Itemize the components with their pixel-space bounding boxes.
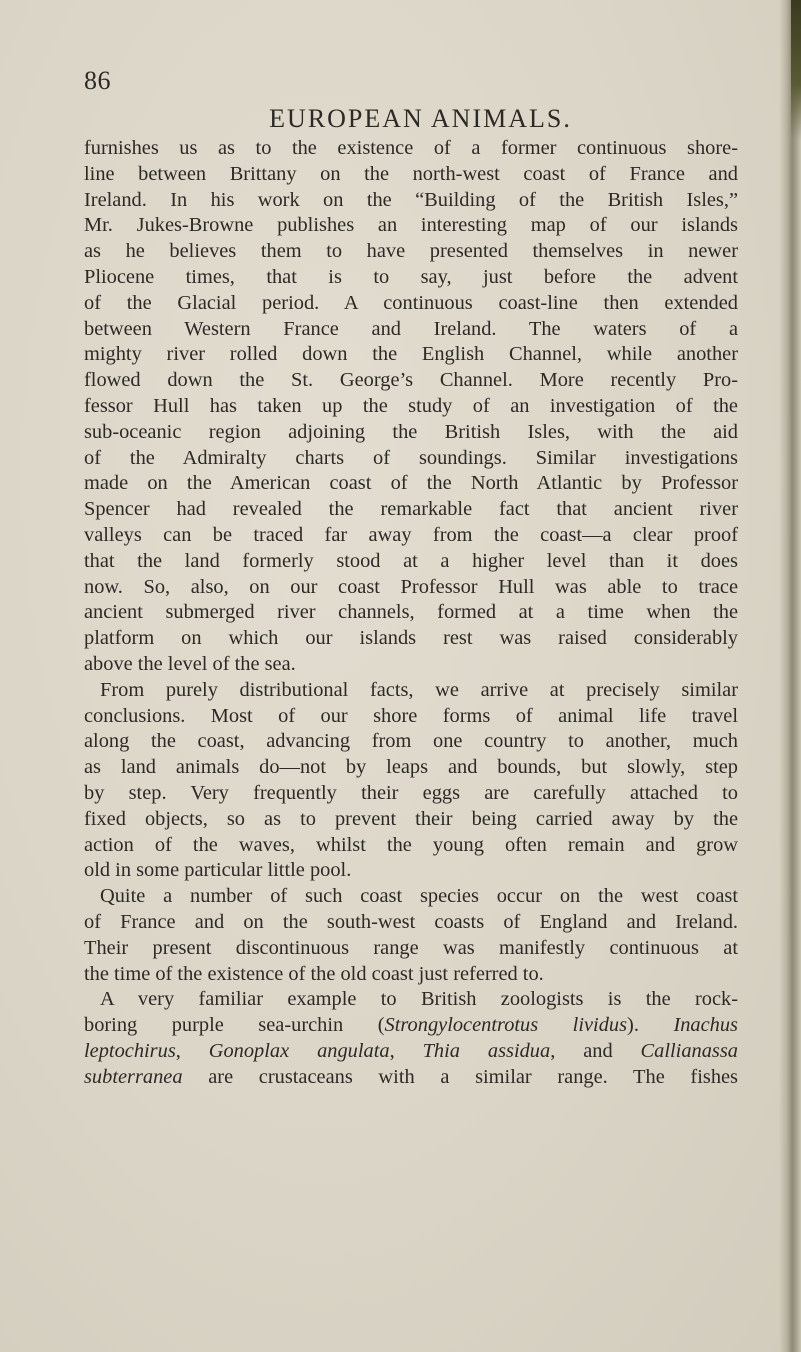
text-line: Quite a number of such coast species occur on the west coast xyxy=(100,885,738,908)
text-run: ). xyxy=(627,1014,674,1037)
text-run: are crustaceans with a similar range. The fishes xyxy=(182,1065,738,1088)
text-line: ancient submerged river channels, formed at a time when the xyxy=(84,601,738,624)
text-line: old in some particular little pool. xyxy=(84,859,352,882)
text-run: , and xyxy=(550,1039,641,1062)
text-line: of the Admiralty charts of soundings. Similar investigations xyxy=(84,446,738,469)
text-line: From purely distributional facts, we arrive at precisely similar xyxy=(100,678,738,701)
text-line: A very familiar example to British zoologists is the rock- xyxy=(100,988,738,1011)
text-line: valleys can be traced far away from the coast—a clear proof xyxy=(84,523,738,546)
text-line: mighty river rolled down the English Channel, while another xyxy=(84,343,738,366)
text-line: as land animals do—not by leaps and bounds, but slowly, step xyxy=(84,756,738,779)
text-line: by step. Very frequently their eggs are carefully attached to xyxy=(84,781,738,804)
page-number: 86 xyxy=(84,66,111,95)
text-line: as he believes them to have presented themselves in newer xyxy=(84,240,738,263)
text-line: of France and on the south-west coasts of England and Ireland. xyxy=(84,910,738,933)
text-line xyxy=(84,1065,738,1091)
text-line: between Western France and Ireland. The waters of a xyxy=(84,317,738,340)
text-line: flowed down the St. George’s Channel. More recently Pro- xyxy=(84,369,738,392)
text-line: of the Glacial period. A continuous coast-line then extended xyxy=(84,291,738,314)
text-run: , xyxy=(175,1039,209,1062)
body-text xyxy=(84,136,738,1090)
running-title: EUROPEAN ANIMALS. xyxy=(269,104,572,133)
species-name: Inachus xyxy=(673,1014,738,1037)
text-run: boring purple sea-urchin ( xyxy=(84,1014,385,1037)
text-line: sub-oceanic region adjoining the British Isles, with the aid xyxy=(84,420,738,443)
species-name: Thia assidua xyxy=(422,1039,551,1062)
species-name: leptochirus xyxy=(84,1039,176,1062)
text-line xyxy=(84,1039,738,1065)
text-line: fixed objects, so as to prevent their being carried away by the xyxy=(84,807,738,830)
text-line xyxy=(84,1013,738,1039)
text-run: , xyxy=(389,1039,423,1062)
text-line: along the coast, advancing from one country to another, much xyxy=(84,730,738,753)
species-name: Gonoplax angulata xyxy=(208,1039,390,1062)
text-line: above the level of the sea. xyxy=(84,652,296,675)
species-name: subterranea xyxy=(84,1065,183,1088)
text-line: the time of the existence of the old coast just referred to. xyxy=(84,962,544,985)
text-line: that the land formerly stood at a higher level than it does xyxy=(84,549,738,572)
text-line: action of the waves, whilst the young often remain and grow xyxy=(84,833,738,856)
text-line: fessor Hull has taken up the study of an investigation of the xyxy=(84,394,738,417)
species-name: Callianassa xyxy=(640,1039,738,1062)
text-line: Pliocene times, that is to say, just before the advent xyxy=(84,265,738,288)
text-line: platform on which our islands rest was raised considerably xyxy=(84,627,738,650)
page-edge-shadow xyxy=(779,0,801,1352)
text-line: Spencer had revealed the remarkable fact that ancient river xyxy=(84,498,738,521)
text-line: furnishes us as to the existence of a former continuous shore- xyxy=(84,137,738,159)
text-line: conclusions. Most of our shore forms of animal life travel xyxy=(84,704,738,727)
text-line: now. So, also, on our coast Professor Hull was able to trace xyxy=(84,575,738,598)
text-line: Ireland. In his work on the “Building of the British Isles,” xyxy=(84,188,738,211)
species-name: Strongylocentrotus lividus xyxy=(384,1014,628,1037)
text-line: line between Brittany on the north-west coast of France and xyxy=(84,162,738,185)
text-line: Mr. Jukes-Browne publishes an interesting map of our islands xyxy=(84,214,738,237)
text-line: Their present discontinuous range was manifestly continuous at xyxy=(84,936,738,959)
text-line: made on the American coast of the North Atlantic by Professor xyxy=(84,472,738,495)
